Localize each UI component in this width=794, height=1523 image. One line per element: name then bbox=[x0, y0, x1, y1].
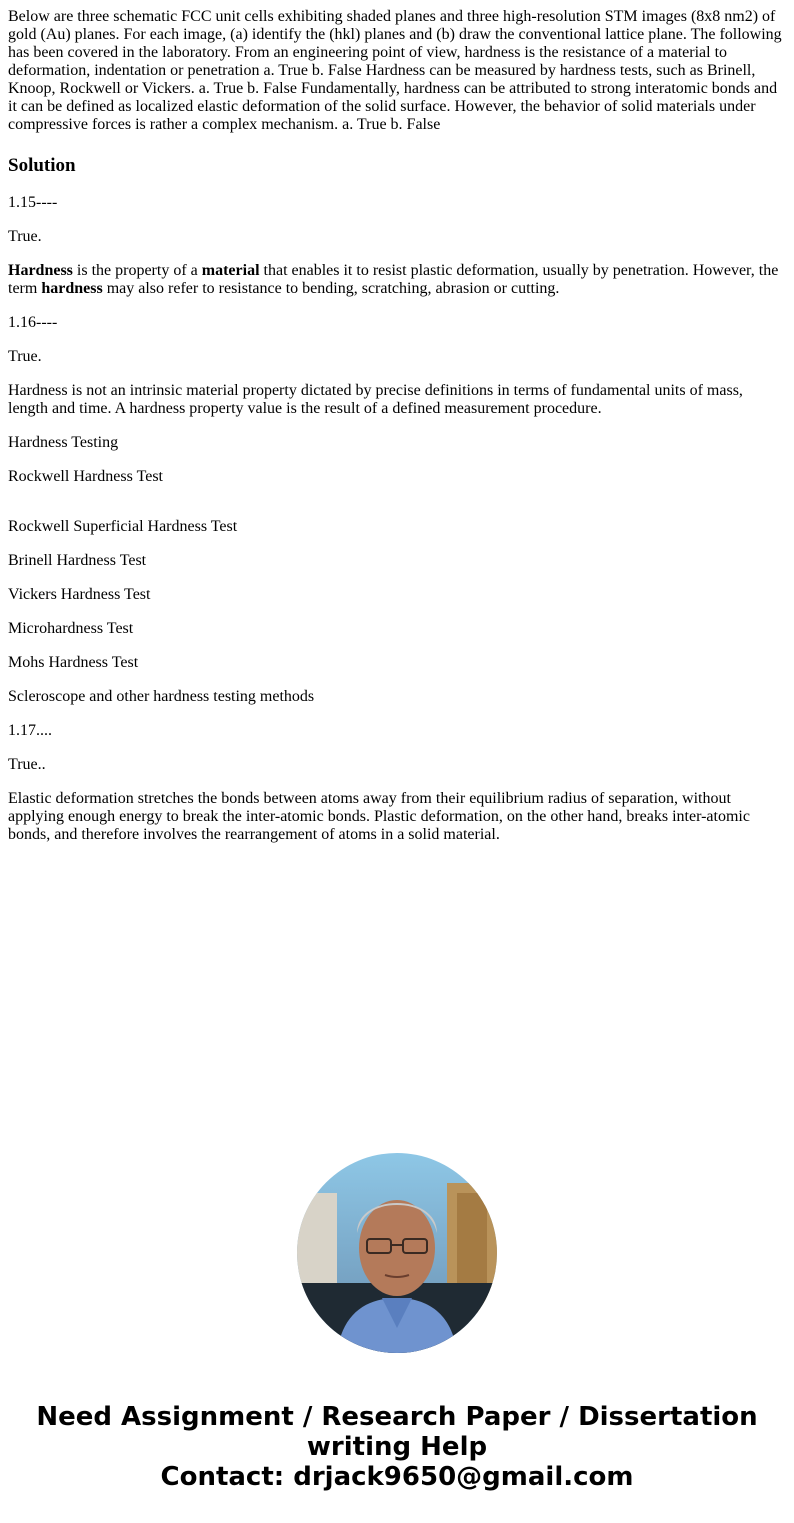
author-avatar bbox=[297, 1153, 497, 1353]
test-item-vickers: Vickers Hardness Test bbox=[8, 586, 151, 603]
answer-1-17-number: 1.17.... bbox=[8, 722, 52, 739]
promo-banner bbox=[0, 1402, 794, 1492]
bold-term: hardness bbox=[41, 280, 103, 297]
test-item-rockwell-superficial: Rockwell Superficial Hardness Test bbox=[8, 518, 238, 535]
answer-1-17-value: True.. bbox=[8, 756, 46, 773]
promo-line-2: writing Help bbox=[306, 1432, 488, 1462]
answer-1-17-explanation: Elastic deformation stretches the bonds between atoms away from their equilibrium radius of separation, without applying enough energy to break the inter-atomic bonds. Plastic deformation, on the other hand, breaks inter-atomic bonds, and therefore involves the rearrangement of atoms in a solid material. bbox=[8, 790, 750, 843]
promo-line-1: Need Assignment / Research Paper / Dissertation bbox=[36, 1402, 758, 1432]
person-portrait-image bbox=[297, 1153, 497, 1353]
answer-1-16-explanation: Hardness is not an intrinsic material property dictated by precise definitions in terms of fundamental units of mass, length and time. A hardness property value is the result of a defined measurement procedure. bbox=[8, 382, 743, 417]
answer-1-16-value: True. bbox=[8, 348, 42, 365]
answer-1-15-number: 1.15---- bbox=[8, 194, 58, 211]
text-run: may also refer to resistance to bending, scratching, abrasion or cutting. bbox=[102, 280, 560, 297]
bold-term: Hardness bbox=[8, 262, 73, 279]
text-run: is the property of a bbox=[72, 262, 202, 279]
solution-heading: Solution bbox=[8, 155, 76, 176]
text-run: that enables it to resist plastic deformation, usually by penetration. However, the term bbox=[8, 262, 779, 297]
test-item-mohs: Mohs Hardness Test bbox=[8, 654, 139, 671]
question-text: Below are three schematic FCC unit cells exhibiting shaded planes and three high-resolution STM images (8x8 nm2) of gold (Au) planes. For each image, (a) identify the (hkl) planes and (b) draw the conventional lattice plane. The following has been covered in the laboratory. From an engineering point of view, hardness is the resistance of a material to deformation, indentation or penetration a. True b. False Hardness can be measured by hardness tests, such as Brinell, Knoop, Rockwell or Vickers. a. True b. False Fundamentally, hardness can be attributed to strong interatomic bonds and it can be defined as localized elastic deformation of the solid surface. However, the behavior of solid materials under compressive forces is rather a complex mechanism. a. True b. False bbox=[8, 8, 782, 133]
promo-contact: Contact: drjack9650@gmail.com bbox=[160, 1462, 634, 1492]
answer-1-15-explanation bbox=[8, 262, 786, 298]
test-item-brinell: Brinell Hardness Test bbox=[8, 552, 147, 569]
answer-1-15-value: True. bbox=[8, 228, 42, 245]
answer-1-16-number: 1.16---- bbox=[8, 314, 58, 331]
hardness-testing-title: Hardness Testing bbox=[8, 434, 119, 451]
test-item-microhardness: Microhardness Test bbox=[8, 620, 134, 637]
test-item-scleroscope: Scleroscope and other hardness testing methods bbox=[8, 688, 315, 705]
test-item-rockwell: Rockwell Hardness Test bbox=[8, 468, 163, 485]
spacer bbox=[8, 502, 786, 518]
bold-term: material bbox=[201, 262, 260, 279]
